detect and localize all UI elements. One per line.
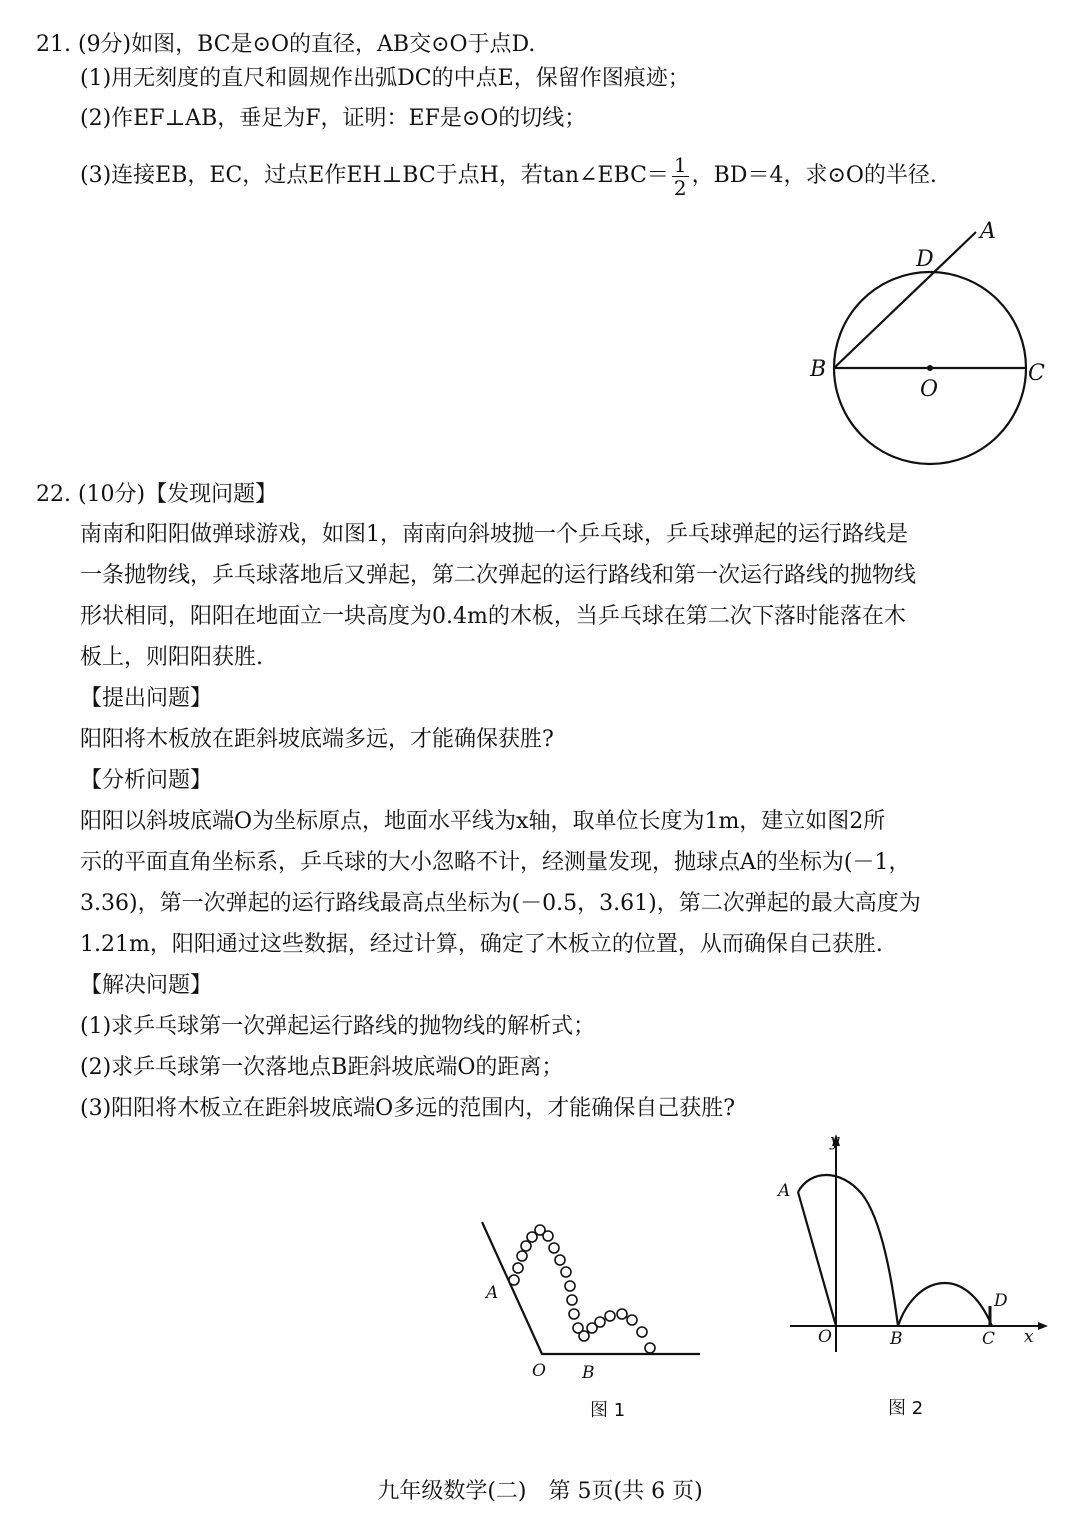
fig1-label-b: B [582, 1363, 595, 1383]
q22-heading-solve: 【解决问题】 [80, 973, 213, 998]
fig2-label-y: y [830, 1131, 840, 1151]
fig2-label-b: B [890, 1329, 903, 1349]
q22-heading-ask: 【提出问题】 [80, 686, 213, 711]
q22-header: 22. (10分)【发现问题】 [36, 482, 278, 507]
fig1-label-a: A [486, 1283, 499, 1303]
slope-line [798, 1192, 836, 1326]
label-a: A [980, 219, 996, 244]
q22-analyze-line3: 3.36)，第一次弹起的运行路线最高点坐标为(－0.5，3.61)，第二次弹起的最大高度为 [80, 891, 921, 916]
q21-part3-text-b: ，BD＝4，求⊙O的半径. [691, 163, 937, 188]
q21-circle-figure [800, 210, 1060, 480]
ball-trail [509, 1225, 655, 1353]
q21-fraction-denominator: 2 [673, 175, 687, 200]
q22-figure-1 [470, 1210, 720, 1390]
q22-heading-analyze: 【分析问题】 [80, 768, 213, 793]
label-c: C [1028, 361, 1045, 386]
q21-part2: (2)作EF⊥AB，垂足为F，证明：EF是⊙O的切线； [80, 106, 587, 131]
label-o: O [920, 377, 939, 402]
second-bounce-curve [898, 1283, 992, 1326]
label-b: B [810, 357, 827, 382]
fig2-label-d: D [994, 1291, 1008, 1311]
q22-para1-line4: 板上，则阳阳获胜. [80, 645, 263, 670]
fig2-label-a: A [778, 1181, 791, 1201]
q22-para1-line2: 一条抛物线，乒乓球落地后又弹起，第二次弹起的运行路线和第一次运行路线的抛物线 [80, 563, 917, 588]
x-axis-arrow [1038, 1322, 1048, 1330]
q22-figure-2 [770, 1130, 1050, 1355]
q21-fraction-numerator: 1 [673, 152, 687, 177]
q22-para1-line3: 形状相同，阳阳在地面立一块高度为0.4m的木板，当乒乓球在第二次下落时能落在木 [80, 604, 906, 629]
line-ab [834, 232, 976, 368]
q22-solve-2: (2)求乒乓球第一次落地点B距斜坡底端O的距离； [80, 1055, 564, 1080]
q22-solve-3: (3)阳阳将木板立在距斜坡底端O多远的范围内，才能确保自己获胜? [80, 1096, 735, 1121]
q22-para1-line1: 南南和阳阳做弹球游戏，如图1，南南向斜坡抛一个乒乓球，乒乓球弹起的运行路线是 [80, 522, 908, 547]
fig1-caption: 图 1 [590, 1400, 626, 1421]
page-footer: 九年级数学(二) 第 5页(共 6 页) [377, 1479, 703, 1504]
fig2-label-c: C [982, 1329, 996, 1349]
q21-header: 21. (9分)如图，BC是⊙O的直径，AB交⊙O于点D. [36, 32, 536, 57]
q22-solve-1: (1)求乒乓球第一次弹起运行路线的抛物线的解析式； [80, 1014, 596, 1039]
slope-and-ground [482, 1222, 700, 1354]
q21-fraction [672, 154, 689, 199]
first-bounce-curve [798, 1175, 898, 1326]
label-d: D [916, 247, 934, 272]
fig1-label-o: O [532, 1361, 546, 1381]
q22-analyze-line1: 阳阳以斜坡底端O为坐标原点，地面水平线为x轴，取单位长度为1m，建立如图2所 [80, 809, 886, 834]
q21-part3 [80, 146, 937, 206]
fig2-caption: 图 2 [888, 1398, 924, 1419]
fig2-label-o: O [818, 1327, 832, 1347]
q22-analyze-line4: 1.21m，阳阳通过这些数据，经过计算，确定了木板立的位置，从而确保自己获胜. [80, 932, 883, 957]
q21-part3-text-a: (3)连接EB，EC，过点E作EH⊥BC于点H，若tan∠EBC＝ [80, 163, 669, 188]
q22-analyze-line2: 示的平面直角坐标系，乒乓球的大小忽略不计，经测量发现，抛球点A的坐标为(－1， [80, 850, 911, 875]
center-dot [927, 365, 933, 371]
fig2-label-x: x [1024, 1327, 1034, 1347]
q22-ask: 阳阳将木板放在距斜坡底端多远，才能确保获胜? [80, 727, 554, 752]
q21-part1: (1)用无刻度的直尺和圆规作出弧DC的中点E，保留作图痕迹； [80, 66, 690, 91]
